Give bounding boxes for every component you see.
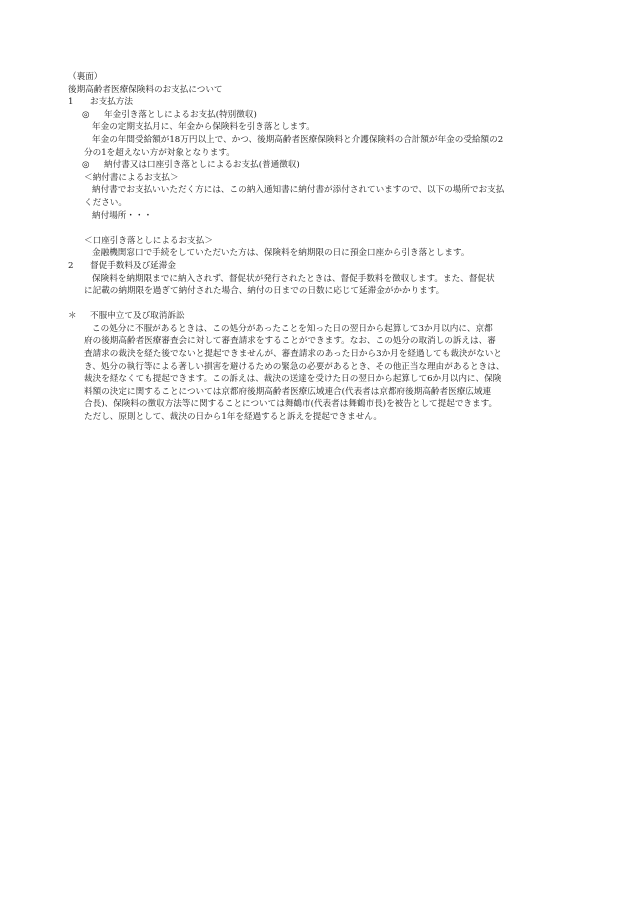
appeal-text-line: き、処分の執行等による著しい損害を避けるための緊急の必要があるとき、その他正当な理由があるときは、 bbox=[84, 361, 505, 372]
special-collection-heading bbox=[68, 109, 572, 122]
section-1-title: お支払方法 bbox=[90, 97, 133, 108]
appeal-text-line: この処分に不服があるときは、この処分があったことを知った日の翌日から起算して3か月以内に、京都 bbox=[92, 323, 493, 334]
payment-slip-text-2: ください。 bbox=[84, 197, 127, 208]
appeal-text-line: 裁決を経なくても提起できます。この訴えは、裁決の送達を受けた日の翌日から起算して6か月以内に、保険 bbox=[84, 374, 502, 385]
appeal-title: 不服申立て及び取消訴訟 bbox=[90, 311, 185, 322]
section-1-number: 1 bbox=[68, 97, 74, 108]
section-2-heading bbox=[68, 260, 572, 273]
appeal-text-line: 査請求の裁決を経た後でないと提起できませんが、審査請求のあった日から3か月を経過しても裁決がないと bbox=[84, 349, 502, 360]
appeal-text-line: ただし、原則として、裁決の日から1年を経過すると訴えを提起できません。 bbox=[84, 412, 383, 423]
payment-slip-heading: ＜納付書によるお支払＞ bbox=[84, 172, 179, 183]
section-2-text-1: 保険料を納期限までに納入されず、督促状が発行されたときは、督促手数料を徴収します。また、督促状 bbox=[92, 273, 495, 284]
payment-place-label: 納付場所・・・ bbox=[92, 210, 153, 221]
section-2-title: 督促手数料及び延滞金 bbox=[90, 260, 176, 271]
section-2-number: 2 bbox=[68, 260, 74, 271]
appeal-text-line: 合長)、保険料の徴収方法等に関することについては舞鶴市(代表者は舞鶴市長)を被告として提起できます。 bbox=[84, 399, 498, 410]
special-collection-text-2: 年金の年間受給額が18万円以上で、かつ、後期高齢者医療保険料と介護保険料の合計額が年金の受給額の2 bbox=[92, 134, 504, 145]
asterisk-icon: ＊ bbox=[68, 311, 77, 322]
ordinary-collection-heading bbox=[68, 159, 572, 172]
section-2-text-2: に記載の納期限を過ぎて納付された場合、納付の日までの日数に応じて延滞金がかかります。 bbox=[84, 286, 445, 297]
ordinary-collection-title: 納付書又は口座引き落としによるお支払(普通徴収) bbox=[104, 160, 300, 171]
document-body bbox=[68, 71, 572, 424]
special-collection-text-3: 分の1を超えない方が対象となります。 bbox=[84, 147, 235, 158]
back-side-label: （裏面） bbox=[68, 72, 103, 82]
payment-slip-text-1: 納付書でお支払いいただく方には、この納入通知書に納付書が添付されていますので、以下の場所でお支払 bbox=[92, 185, 505, 196]
appeal-text-line: 府の後期高齢者医療審査会に対して審査請求をすることができます。なお、この処分の取消しの訴えは、審 bbox=[84, 336, 496, 347]
spacer bbox=[68, 298, 572, 311]
appeal-heading bbox=[68, 310, 572, 323]
appeal-text-line: 料額の決定に関することについては京都府後期高齢者医療広域連合(代表者は京都府後期高齢者医療広域連 bbox=[84, 386, 492, 397]
double-circle-icon: ◎ bbox=[82, 109, 90, 120]
section-1-heading bbox=[68, 96, 572, 109]
account-debit-heading: ＜口座引き落としによるお支払＞ bbox=[84, 235, 213, 246]
double-circle-icon: ◎ bbox=[82, 160, 90, 171]
document-title: 後期高齢者医療保険料のお支払について bbox=[68, 84, 223, 95]
account-debit-text: 金融機関窓口で手続をしていただいた方は、保険料を納期限の日に預金口座から引き落とします。 bbox=[92, 248, 470, 259]
spacer bbox=[68, 222, 572, 235]
special-collection-title: 年金引き落としによるお支払(特別徴収) bbox=[104, 109, 257, 120]
special-collection-text-1: 年金の定期支払月に、年金から保険料を引き落とします。 bbox=[92, 122, 315, 133]
